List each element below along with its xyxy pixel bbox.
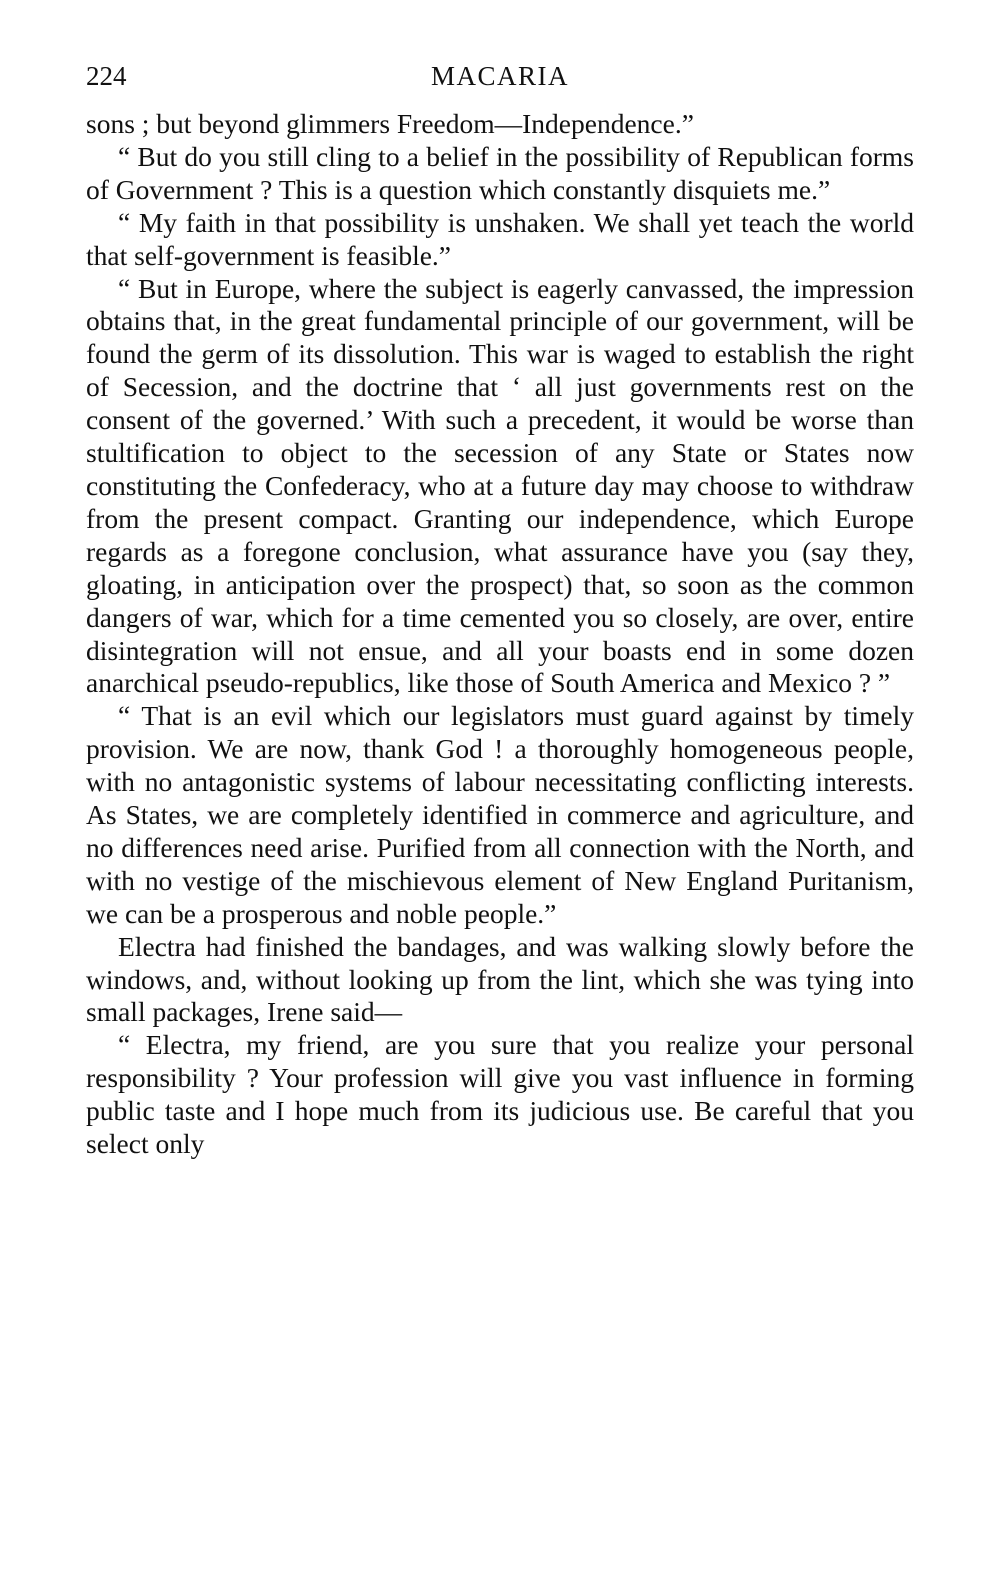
paragraph: Electra had finished the bandages, and was walking slowly before the windows, and, without looking up from the lint, which she was tying into small packages, Irene said— — [86, 930, 914, 1028]
body-text — [86, 108, 914, 1161]
running-title: MACARIA — [430, 61, 569, 91]
paragraph: “ But in Europe, where the subject is eagerly canvassed, the impression obtains that, in the great fundamental principle of our government, will be found the germ of its dissolution. This war is waged to establish the right of Secession, and the doctrine that ‘ all just governments rest on the consent of the governed.’ With such a precedent, it would be worse than stultification to object to the secession of any State or States now constituting the Confederacy, who at a future day may choose to withdraw from the present compact. Granting our independence, which Europe regards as a foregone conclusion, what assurance have you (say they, gloating, in anticipation over the prospect) that, so soon as the common dangers of war, which for a time cemented you so closely, are over, entire disintegration will not ensue, and all your boasts end in some dozen anarchical pseudo-republics, like those of South America and Mexico ? ” — [86, 272, 914, 699]
paragraph: “ That is an evil which our legislators must guard against by timely provision. We are now, thank God ! a thoroughly homogeneous people, with no antagonistic systems of labour necessitating conflicting interests. As States, we are completely identified in commerce and agriculture, and no differences need arise. Purified from all connection with the North, and with no vestige of the mischievous element of New England Puritanism, we can be a prosperous and noble people.” — [86, 700, 914, 929]
paragraph: “ My faith in that possibility is unshaken. We shall yet teach the world that self-government is feasible.” — [86, 206, 914, 271]
paragraph: “ But do you still cling to a belief in the possibility of Republican forms of Government ? This is a question which constantly disquiets me.” — [86, 140, 914, 205]
paragraph: “ Electra, my friend, are you sure that you realize your personal responsibility ? Your profession will give you vast influence in forming public taste and I hope much from its judicious use. Be careful that you select only — [86, 1029, 914, 1160]
book-page — [86, 56, 914, 1161]
running-head — [86, 56, 914, 96]
paragraph: sons ; but beyond glimmers Freedom—Independence.” — [86, 108, 694, 139]
page-number: 224 — [86, 61, 127, 91]
